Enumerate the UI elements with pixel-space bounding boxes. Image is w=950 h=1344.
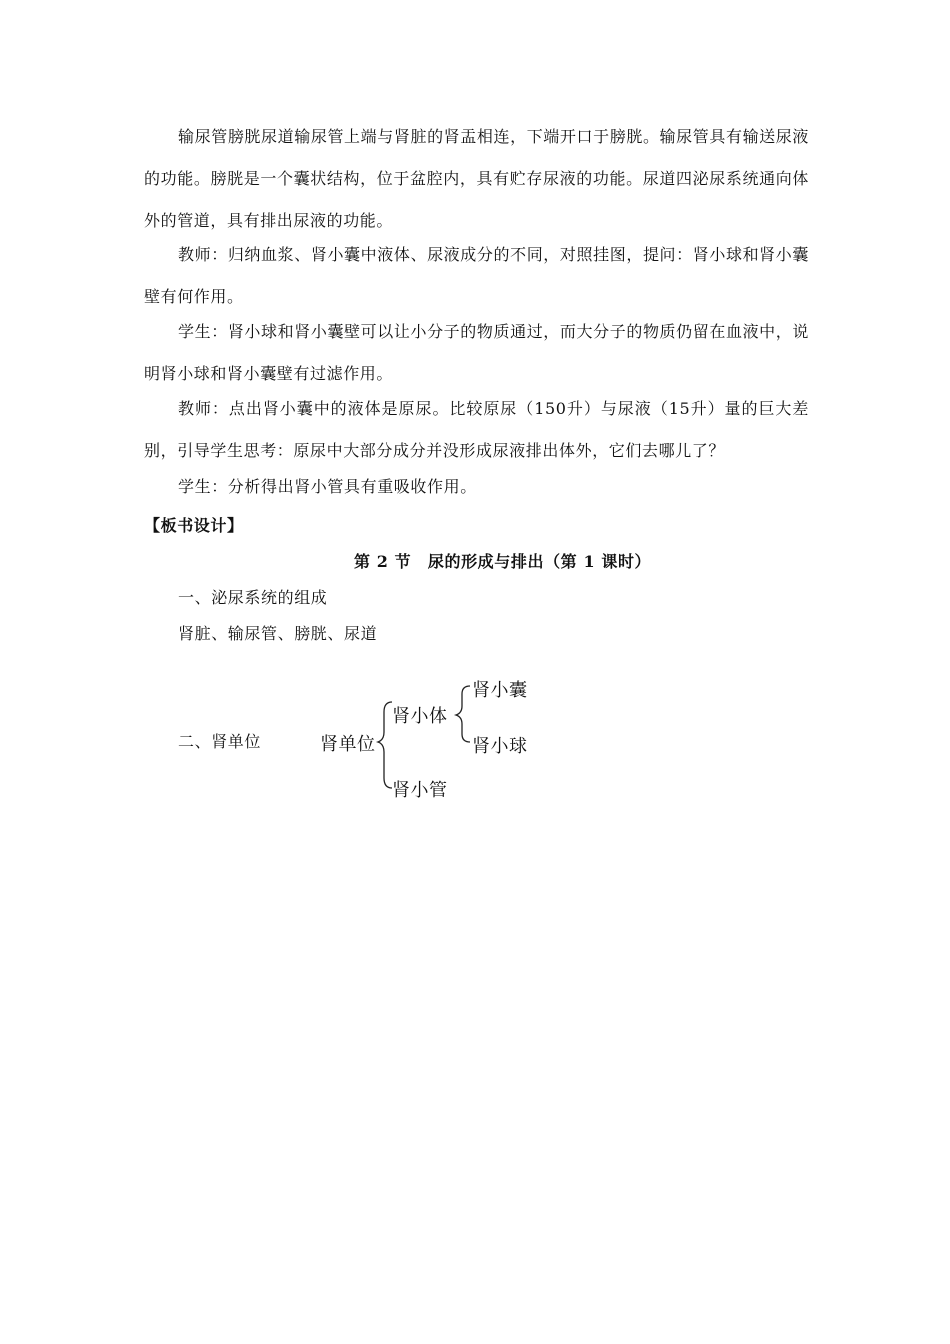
paragraph-student-reabsorption: 学生：分析得出肾小管具有重吸收作用。 bbox=[178, 477, 477, 496]
board-item-organs-list: 肾脏、输尿管、膀胱、尿道 bbox=[178, 624, 378, 643]
tree-node-renal-tubule: 肾小管 bbox=[392, 780, 448, 801]
paragraph-student-filtration: 学生：肾小球和肾小囊壁可以让小分子的物质通过，而大分子的物质仍留在血液中，说明肾小球和肾小囊壁有过滤作用。 bbox=[144, 322, 809, 383]
board-item-urinary-system: 一、泌尿系统的组成 bbox=[178, 588, 328, 607]
root-brace bbox=[378, 702, 392, 788]
child-brace bbox=[456, 686, 470, 742]
paragraph-urinary-organs: 输尿管膀胱尿道输尿管上端与肾脏的肾盂相连，下端开口于膀胱。输尿管具有输送尿液的功能。膀胱是一个囊状结构，位于盆腔内，具有贮存尿液的功能。尿道四泌尿系统通向体外的管道，具有排出尿液的功能。 bbox=[144, 127, 809, 230]
paragraph-teacher-question: 教师：归纳血浆、肾小囊中液体、尿液成分的不同，对照挂图，提问：肾小球和肾小囊壁有何作用。 bbox=[144, 245, 809, 306]
board-title: 第 2 节 尿的形成与排出（第 1 课时） bbox=[354, 552, 652, 571]
tree-node-renal-corpuscle: 肾小体 bbox=[392, 706, 448, 727]
tree-root-nephron: 肾单位 bbox=[320, 734, 376, 755]
nephron-structure-diagram bbox=[300, 668, 560, 808]
board-item-nephron: 二、肾单位 bbox=[178, 732, 262, 751]
board-design-heading: 【板书设计】 bbox=[144, 516, 244, 535]
tree-node-bowmans-capsule: 肾小囊 bbox=[472, 680, 528, 701]
paragraph-teacher-urine: 教师：点出肾小囊中的液体是原尿。比较原尿（150升）与尿液（15升）量的巨大差别，引导学生思考：原尿中大部分成分并没形成尿液排出体外，它们去哪儿了？ bbox=[144, 399, 809, 460]
tree-node-glomerulus: 肾小球 bbox=[472, 736, 528, 757]
